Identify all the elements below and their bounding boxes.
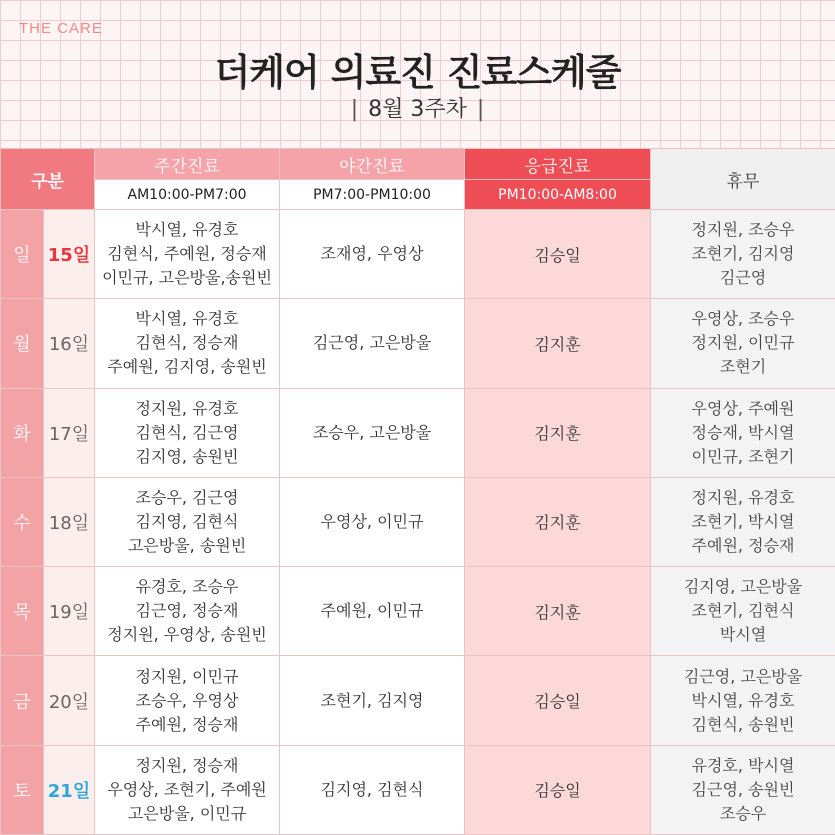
emergency-shift-cell: 김승일 — [465, 656, 651, 745]
day-off-cell-line: 박시열 — [719, 625, 767, 645]
day-shift-cell-line: 유경호, 조승우 — [135, 577, 239, 597]
day-shift-cell-line: 김근영, 정승재 — [135, 601, 239, 621]
emergency-shift-cell: 김지훈 — [465, 388, 651, 477]
emergency-shift-header: 응급진료 — [465, 149, 651, 180]
day-off-cell — [651, 745, 835, 834]
subtitle-divider-left: | — [350, 97, 359, 122]
day-off-cell-line: 이민규, 조현기 — [691, 446, 795, 466]
night-shift-cell-line: 조승우, 고은방울 — [312, 422, 432, 442]
day-shift-header: 주간진료 — [95, 149, 280, 180]
date-cell: 15일 — [44, 210, 95, 299]
date-cell: 17일 — [44, 388, 95, 477]
day-off-cell-line: 주예원, 정승재 — [691, 535, 795, 555]
schedule-row — [1, 299, 835, 388]
schedule-row — [1, 745, 835, 834]
date-cell: 18일 — [44, 477, 95, 566]
day-shift-cell-line: 정지원, 이민규 — [135, 666, 239, 686]
day-off-cell-line: 김근영 — [719, 268, 767, 288]
night-shift-cell — [280, 477, 465, 566]
weekday-cell: 목 — [1, 567, 44, 656]
day-off-cell-line: 정승재, 박시열 — [691, 422, 795, 442]
night-shift-cell-line: 김근영, 고은방울 — [312, 333, 432, 353]
day-shift-cell-line: 김현식, 김근영 — [135, 422, 239, 442]
day-shift-cell-line: 김현식, 주예원, 정승재 — [107, 244, 267, 264]
schedule-row — [1, 388, 835, 477]
night-shift-time: PM7:00-PM10:00 — [280, 180, 465, 210]
day-shift-cell-line: 박시열, 유경호 — [135, 309, 239, 329]
header-grid-background — [0, 0, 835, 148]
day-off-cell-line: 조현기, 박시열 — [691, 511, 795, 531]
emergency-shift-cell: 김승일 — [465, 745, 651, 834]
day-off-cell-line: 정지원, 유경호 — [691, 487, 795, 507]
week-label: 8월 3주차 — [368, 97, 467, 122]
night-shift-cell — [280, 210, 465, 299]
category-header: 구분 — [1, 149, 95, 210]
day-off-cell-line: 조승우 — [719, 803, 767, 823]
weekday-cell: 금 — [1, 656, 44, 745]
night-shift-cell-line: 조현기, 김지영 — [320, 690, 424, 710]
schedule-row — [1, 567, 835, 656]
day-off-cell-line: 유경호, 박시열 — [691, 755, 795, 775]
day-shift-cell-line: 김지영, 김현식 — [135, 511, 239, 531]
day-shift-cell — [95, 567, 280, 656]
day-shift-cell-line: 이민규, 고은방울,송원빈 — [102, 268, 272, 288]
night-shift-cell — [280, 567, 465, 656]
day-off-cell — [651, 567, 835, 656]
day-off-cell — [651, 477, 835, 566]
day-shift-cell-line: 우영상, 조현기, 주예원 — [107, 779, 267, 799]
day-shift-cell — [95, 299, 280, 388]
night-shift-cell-line: 김지영, 김현식 — [320, 779, 424, 799]
emergency-shift-time: PM10:00-AM8:00 — [465, 180, 651, 210]
day-off-cell-line: 조현기, 김지영 — [691, 244, 795, 264]
weekday-cell: 일 — [1, 210, 44, 299]
date-cell: 16일 — [44, 299, 95, 388]
day-shift-cell-line: 고은방울, 송원빈 — [127, 535, 247, 555]
day-off-cell — [651, 210, 835, 299]
night-shift-header: 야간진료 — [280, 149, 465, 180]
day-shift-cell — [95, 210, 280, 299]
day-shift-cell — [95, 745, 280, 834]
day-off-cell-line: 우영상, 주예원 — [691, 398, 795, 418]
day-off-cell-line: 정지원, 이민규 — [691, 333, 795, 353]
night-shift-cell — [280, 656, 465, 745]
day-off-cell — [651, 299, 835, 388]
day-shift-cell-line: 주예원, 정승재 — [135, 714, 239, 734]
day-off-cell-line: 김지영, 고은방울 — [683, 577, 803, 597]
emergency-shift-cell: 김지훈 — [465, 477, 651, 566]
day-shift-cell-line: 정지원, 유경호 — [135, 398, 239, 418]
day-shift-cell-line: 김현식, 정승재 — [135, 333, 239, 353]
night-shift-cell — [280, 745, 465, 834]
emergency-shift-cell: 김지훈 — [465, 299, 651, 388]
day-shift-cell-line: 조승우, 김근영 — [135, 487, 239, 507]
day-off-header: 휴무 — [651, 149, 835, 210]
brand-logo-text: THE CARE — [19, 20, 103, 37]
night-shift-cell — [280, 388, 465, 477]
day-shift-cell-line: 박시열, 유경호 — [135, 220, 239, 240]
subtitle-divider-right: | — [476, 97, 485, 122]
night-shift-cell — [280, 299, 465, 388]
day-off-cell — [651, 388, 835, 477]
emergency-shift-cell: 김지훈 — [465, 567, 651, 656]
schedule-row — [1, 656, 835, 745]
day-off-cell-line: 박시열, 유경호 — [691, 690, 795, 710]
page-title: 더케어 의료진 진료스케줄 — [214, 51, 621, 94]
day-off-cell-line: 조현기 — [719, 357, 767, 377]
schedule-row — [1, 477, 835, 566]
night-shift-cell-line: 조재영, 우영상 — [320, 244, 424, 264]
day-off-cell-line: 김현식, 송원빈 — [691, 714, 795, 734]
emergency-shift-cell: 김승일 — [465, 210, 651, 299]
day-shift-cell-line: 고은방울, 이민규 — [127, 803, 247, 823]
weekday-cell: 토 — [1, 745, 44, 834]
page-subtitle — [0, 92, 835, 123]
day-shift-cell — [95, 477, 280, 566]
weekday-cell: 화 — [1, 388, 44, 477]
schedule-rows — [1, 210, 835, 835]
night-shift-cell-line: 우영상, 이민규 — [320, 511, 424, 531]
day-off-cell-line: 우영상, 조승우 — [691, 309, 795, 329]
date-cell: 21일 — [44, 745, 95, 834]
day-shift-cell-line: 조승우, 우영상 — [135, 690, 239, 710]
day-shift-time: AM10:00-PM7:00 — [95, 180, 280, 210]
day-shift-cell — [95, 656, 280, 745]
day-shift-cell-line: 정지원, 우영상, 송원빈 — [107, 625, 267, 645]
day-off-cell-line: 김근영, 송원빈 — [691, 779, 795, 799]
day-shift-cell-line: 김지영, 송원빈 — [135, 446, 239, 466]
day-off-cell-line: 조현기, 김현식 — [691, 601, 795, 621]
day-shift-cell-line: 주예원, 김지영, 송원빈 — [107, 357, 267, 377]
schedule-row — [1, 210, 835, 299]
day-off-cell — [651, 656, 835, 745]
schedule-table — [0, 148, 835, 835]
weekday-cell: 월 — [1, 299, 44, 388]
date-cell: 19일 — [44, 567, 95, 656]
day-off-cell-line: 김근영, 고은방울 — [683, 666, 803, 686]
day-shift-cell-line: 정지원, 정승재 — [135, 755, 239, 775]
day-off-cell-line: 정지원, 조승우 — [691, 220, 795, 240]
night-shift-cell-line: 주예원, 이민규 — [320, 601, 424, 621]
day-shift-cell — [95, 388, 280, 477]
weekday-cell: 수 — [1, 477, 44, 566]
date-cell: 20일 — [44, 656, 95, 745]
